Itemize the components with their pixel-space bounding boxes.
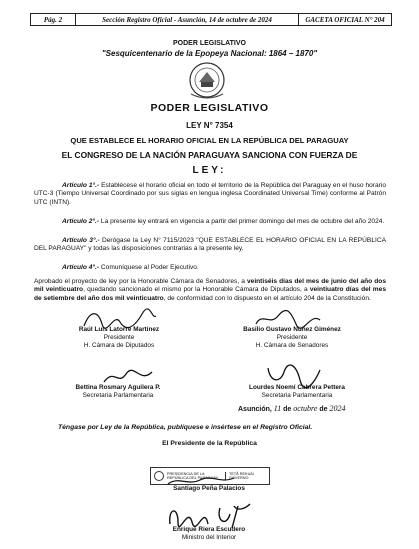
article-text: Comuníquese al Poder Ejecutivo.	[99, 264, 199, 271]
stamp-left-text: PRESIDENCIA DE LA REPÚBLICA DEL PARAGUAY	[167, 471, 219, 480]
congress-sanction: EL CONGRESO DE LA NACIÓN PARAGUAYA SANCIONA CON FUERZA DE	[61, 150, 358, 160]
law-number: LEY N° 7354	[186, 121, 233, 130]
gazette-number: GACETA OFICIAL N° 204	[305, 15, 385, 24]
signer-chamber: H. Cámara de Diputados	[83, 342, 155, 349]
signer-name: Bettina Rosmary Aguilera P.	[75, 384, 161, 391]
article-text: Derógase la Ley N° 7115/2023 "QUE ESTABLECE EL HORARIO OFICIAL EN LA REPÚBLICA DEL PARAGUAY" y todas las disposiciones contrarias a la presente ley.	[34, 237, 386, 253]
page-number: Pág. 2	[31, 14, 76, 25]
signature-block-president	[134, 485, 284, 493]
signature-block-secretary-1	[48, 384, 188, 400]
article-label: Artículo 4°.-	[62, 264, 100, 271]
signer-role: Secretaria Parlamentaria	[82, 392, 154, 399]
signer-name: Enrique Riera Escudero	[172, 526, 246, 533]
signer-name: Lourdes Noemí Cabrera Pettera	[249, 384, 345, 391]
signer-role: Ministro del Interior	[181, 534, 237, 541]
article-text: La presente ley entrará en vigencia a partir del primer domingo del mes de octubre del año 2024.	[99, 218, 385, 225]
stamp-right-text: TETÃ REKUÁI GOVERNO	[225, 472, 269, 481]
article-4	[34, 264, 386, 272]
signer-role: Presidente	[276, 334, 308, 341]
signer-role: Presidente	[103, 334, 135, 341]
section-label: Sección Registro Oficial - Asunción, 14 de octubre de 2024	[76, 14, 299, 25]
promulgation-text: Téngase por Ley de la República, publíquese e insértese en el Registro Oficial.	[58, 424, 313, 431]
article-label: Artículo 3°.-	[62, 237, 100, 244]
signature-block-minister	[134, 526, 284, 542]
signature-block-secretary-2	[222, 384, 372, 400]
signature-block-senadores	[222, 326, 362, 350]
signer-name: Raúl Luis Latorre Martínez	[78, 326, 160, 333]
sesquicentenario-motto: "Sesquicentenario de la Epopeya Nacional: 1864 – 1870"	[101, 49, 318, 58]
signer-role: Secretaria Parlamentaria	[261, 392, 333, 399]
article-label: Artículo 2°.-	[62, 218, 100, 225]
president-title: El Presidente de la República	[162, 440, 257, 447]
signer-name: Basilio Gustavo Núñez Giménez	[243, 326, 341, 333]
congress-seal-icon	[185, 60, 229, 102]
ley-heading: LEY:	[192, 165, 227, 176]
approval-paragraph: Aprobado el proyecto de ley por la Honorable Cámara de Senadores, a veintiséis días del mes de junio del año dos mil veinticuatro, quedando sancionado el mismo por la Honorable Cámara de Diputados, a veintiuatro días del mes de setiembre del año dos mil veinticuatro, de conformidad con lo dispuesto en el artículo 204 de la Constitución.	[34, 278, 387, 302]
article-label: Artículo 1°.-	[62, 182, 100, 189]
signature-block-diputados	[54, 326, 184, 350]
signing-date: Asunción, 11 de octubre de 2024	[238, 404, 346, 413]
signer-chamber: H. Cámara de Senadores	[255, 342, 329, 349]
article-text: Establécese el horario oficial en todo el territorio de la República del Paraguay en el huso horario UTC-3 (Tiempo Universal Coordinado por sus siglas en lengua inglesa Coordinated Universal Time) conforme al Patrón UTC (INTN).	[34, 182, 386, 206]
article-3	[34, 237, 386, 254]
document-title: PODER LEGISLATIVO	[150, 102, 269, 114]
legislative-small-title: PODER LEGISLATIVO	[173, 40, 246, 47]
gazette-header	[30, 13, 392, 26]
presidency-seal-icon	[154, 471, 164, 481]
signer-name: Santiago Peña Palacios	[173, 485, 245, 492]
article-1	[34, 182, 386, 207]
law-subject: QUE ESTABLECE EL HORARIO OFICIAL EN LA REPÚBLICA DEL PARAGUAY	[70, 136, 349, 145]
article-2	[34, 218, 386, 226]
